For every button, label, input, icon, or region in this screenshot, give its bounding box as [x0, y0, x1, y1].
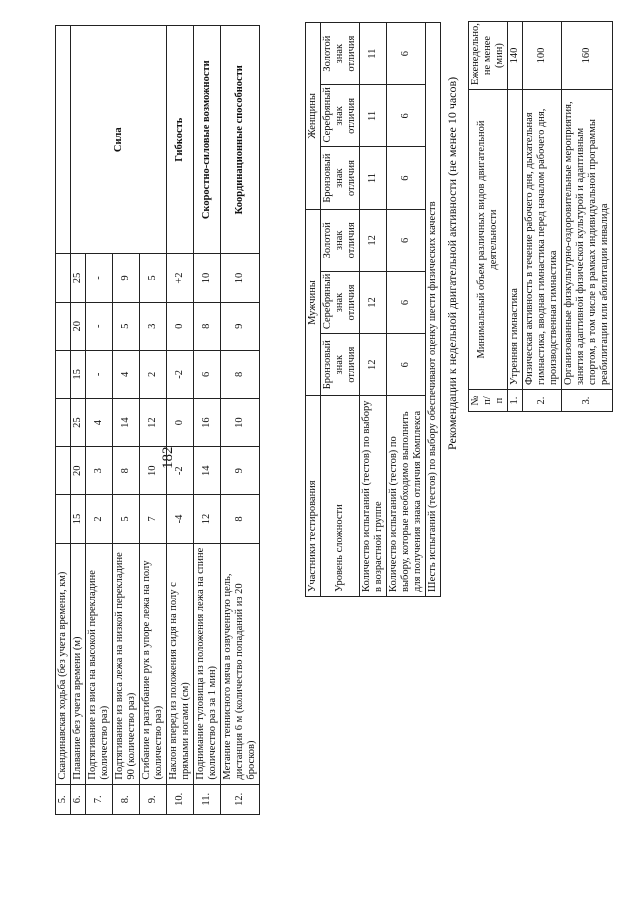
participants-header: Участники тестирования	[306, 396, 321, 597]
value-cell: 9	[221, 302, 260, 350]
test-name: Поднимание туловища из положения лежа на спине (количество раз за 1 мин)	[194, 543, 221, 784]
difficulty-header: Уровень сложности	[321, 396, 360, 597]
activity-text: Организованные физкультурно-оздоровительные мероприятия, занятия адаптивной физической культурой и адаптивным спортом, в том числе в рамках индивидуальной программы реабилитации или абилитации инвалида	[562, 90, 613, 390]
value-cell: 5	[113, 495, 140, 543]
value-cell: -2	[167, 350, 194, 398]
table-row	[562, 22, 613, 412]
cell: 6	[387, 147, 426, 209]
test-name: Метание теннисного мяча в озвученную цель, дистанция 6 м (количество попаданий из 20 бросков)	[221, 543, 260, 784]
test-name: Сгибание и разгибание рук в упоре лежа на полу (количество раз)	[140, 543, 167, 784]
activity-text: Физическая активность в течение рабочего дня, дыхательная гимнастика, вводная гимнастика перед началом рабочего дня, производственная гимнастика	[523, 90, 562, 390]
value-cell	[56, 254, 71, 302]
row-number: 10.	[167, 784, 194, 814]
value-cell: 8	[194, 302, 221, 350]
row-number: 2.	[523, 390, 562, 412]
value-cell: 3	[140, 302, 167, 350]
cell: 6	[387, 271, 426, 333]
row-number: 11.	[194, 784, 221, 814]
cell: 6	[387, 334, 426, 396]
value-cell: 4	[113, 350, 140, 398]
test-name: Наклон вперед из положения сидя на полу с прямыми ногами (см)	[167, 543, 194, 784]
value-cell: 25	[71, 399, 86, 447]
value-cell: 12	[194, 495, 221, 543]
value-cell: 8	[221, 495, 260, 543]
cell: 11	[360, 147, 387, 209]
value-cell: -2	[167, 447, 194, 495]
category-flexibility: Гибкость	[167, 26, 194, 254]
cell: 12	[360, 271, 387, 333]
value-cell: 10	[140, 447, 167, 495]
badge-header: Золотой знак отличия	[321, 209, 360, 271]
test-name: Плавание без учета времени (м)	[71, 543, 86, 784]
value-cell: 4	[86, 399, 113, 447]
row-number: 1.	[508, 390, 523, 412]
category-strength: Сила	[71, 26, 167, 254]
category-cell	[56, 26, 71, 254]
row-label: Количество испытаний (тестов) по выбору в возрастной группе	[360, 396, 387, 597]
value-cell: 0	[167, 399, 194, 447]
value-cell: -	[86, 350, 113, 398]
table-row	[508, 22, 523, 412]
row-number: 3.	[562, 390, 613, 412]
type-header: Минимальный объем различных видов двигательной деятельности	[469, 90, 508, 390]
badge-table	[305, 22, 441, 597]
test-name: Подтягивание из виса на высокой перекладине (количество раз)	[86, 543, 113, 784]
value-cell: +2	[167, 254, 194, 302]
badge-header: Серебряный знак отличия	[321, 271, 360, 333]
value-cell	[56, 302, 71, 350]
value-cell	[56, 350, 71, 398]
value-cell: 15	[71, 495, 86, 543]
value-cell: 5	[140, 254, 167, 302]
value-cell: 14	[194, 447, 221, 495]
value-cell: 10	[194, 254, 221, 302]
value-cell: 8	[113, 447, 140, 495]
row-label: Количество испытаний (тестов) по выбору, которые необходимо выполнить для получения знака отличия Комплекса	[387, 396, 426, 597]
value-cell: 5	[113, 302, 140, 350]
test-name: Скандинавская ходьба (без учета времени, км)	[56, 543, 71, 784]
value-cell: 16	[194, 399, 221, 447]
num-header: № п/п	[469, 390, 508, 412]
value-cell: 10	[221, 254, 260, 302]
value-cell	[56, 399, 71, 447]
table-row	[523, 22, 562, 412]
value-cell: 8	[221, 350, 260, 398]
category-coordination: Координационные способности	[221, 26, 260, 254]
value-cell: 9	[221, 447, 260, 495]
minutes-value: 160	[562, 22, 613, 90]
table-row	[194, 26, 221, 815]
table-row	[167, 26, 194, 815]
value-cell: 0	[167, 302, 194, 350]
cell: 6	[387, 85, 426, 147]
cell: 6	[387, 23, 426, 85]
cell: 11	[360, 23, 387, 85]
row-number: 9.	[140, 784, 167, 814]
row-number: 7.	[86, 784, 113, 814]
row-number: 5.	[56, 784, 71, 814]
activity-text: Утренняя гимнастика	[508, 90, 523, 390]
cell: 6	[387, 209, 426, 271]
row-number: 12.	[221, 784, 260, 814]
men-header: Мужчины	[306, 209, 321, 396]
minutes-value: 100	[523, 22, 562, 90]
row-label: Шесть испытаний (тестов) по выбору обеспечивают оценку шести физических качеств	[426, 23, 441, 597]
weekly-header: Еженедельно, не менее (мин)	[469, 22, 508, 90]
table-row	[56, 26, 71, 815]
value-cell	[56, 447, 71, 495]
value-cell: 15	[71, 350, 86, 398]
test-name: Подтягивание из виса лежа на низкой перекладине 90 (количество раз)	[113, 543, 140, 784]
value-cell: 2	[86, 495, 113, 543]
value-cell: -	[86, 302, 113, 350]
value-cell: 3	[86, 447, 113, 495]
women-header: Женщины	[306, 23, 321, 210]
value-cell: 9	[113, 254, 140, 302]
value-cell: 7	[140, 495, 167, 543]
value-cell: 20	[71, 302, 86, 350]
value-cell: 10	[221, 399, 260, 447]
value-cell: 12	[140, 399, 167, 447]
minutes-value: 140	[508, 22, 523, 90]
value-cell: 20	[71, 447, 86, 495]
badge-header: Бронзовый знак отличия	[321, 147, 360, 209]
category-speed-strength: Скоростно-силовые возможности	[194, 26, 221, 254]
value-cell: 6	[194, 350, 221, 398]
page-number: 182	[160, 446, 176, 469]
recommendations-table	[468, 21, 613, 412]
value-cell: 14	[113, 399, 140, 447]
value-cell: 25	[71, 254, 86, 302]
cell: 11	[360, 85, 387, 147]
recommendations-title: Рекомендации к недельной двигательной активности (не менее 10 часов)	[445, 76, 459, 450]
cell: 12	[360, 334, 387, 396]
badge-header: Золотой знак отличия	[321, 23, 360, 85]
value-cell: -4	[167, 495, 194, 543]
standards-table	[55, 25, 260, 815]
badge-header: Бронзовый знак отличия	[321, 334, 360, 396]
row-number: 8.	[113, 784, 140, 814]
table-row	[221, 26, 260, 815]
value-cell: -	[86, 254, 113, 302]
value-cell	[56, 495, 71, 543]
row-number: 6.	[71, 784, 86, 814]
table-row	[71, 26, 86, 815]
cell: 12	[360, 209, 387, 271]
value-cell: 2	[140, 350, 167, 398]
badge-header: Серебряный знак отличия	[321, 85, 360, 147]
